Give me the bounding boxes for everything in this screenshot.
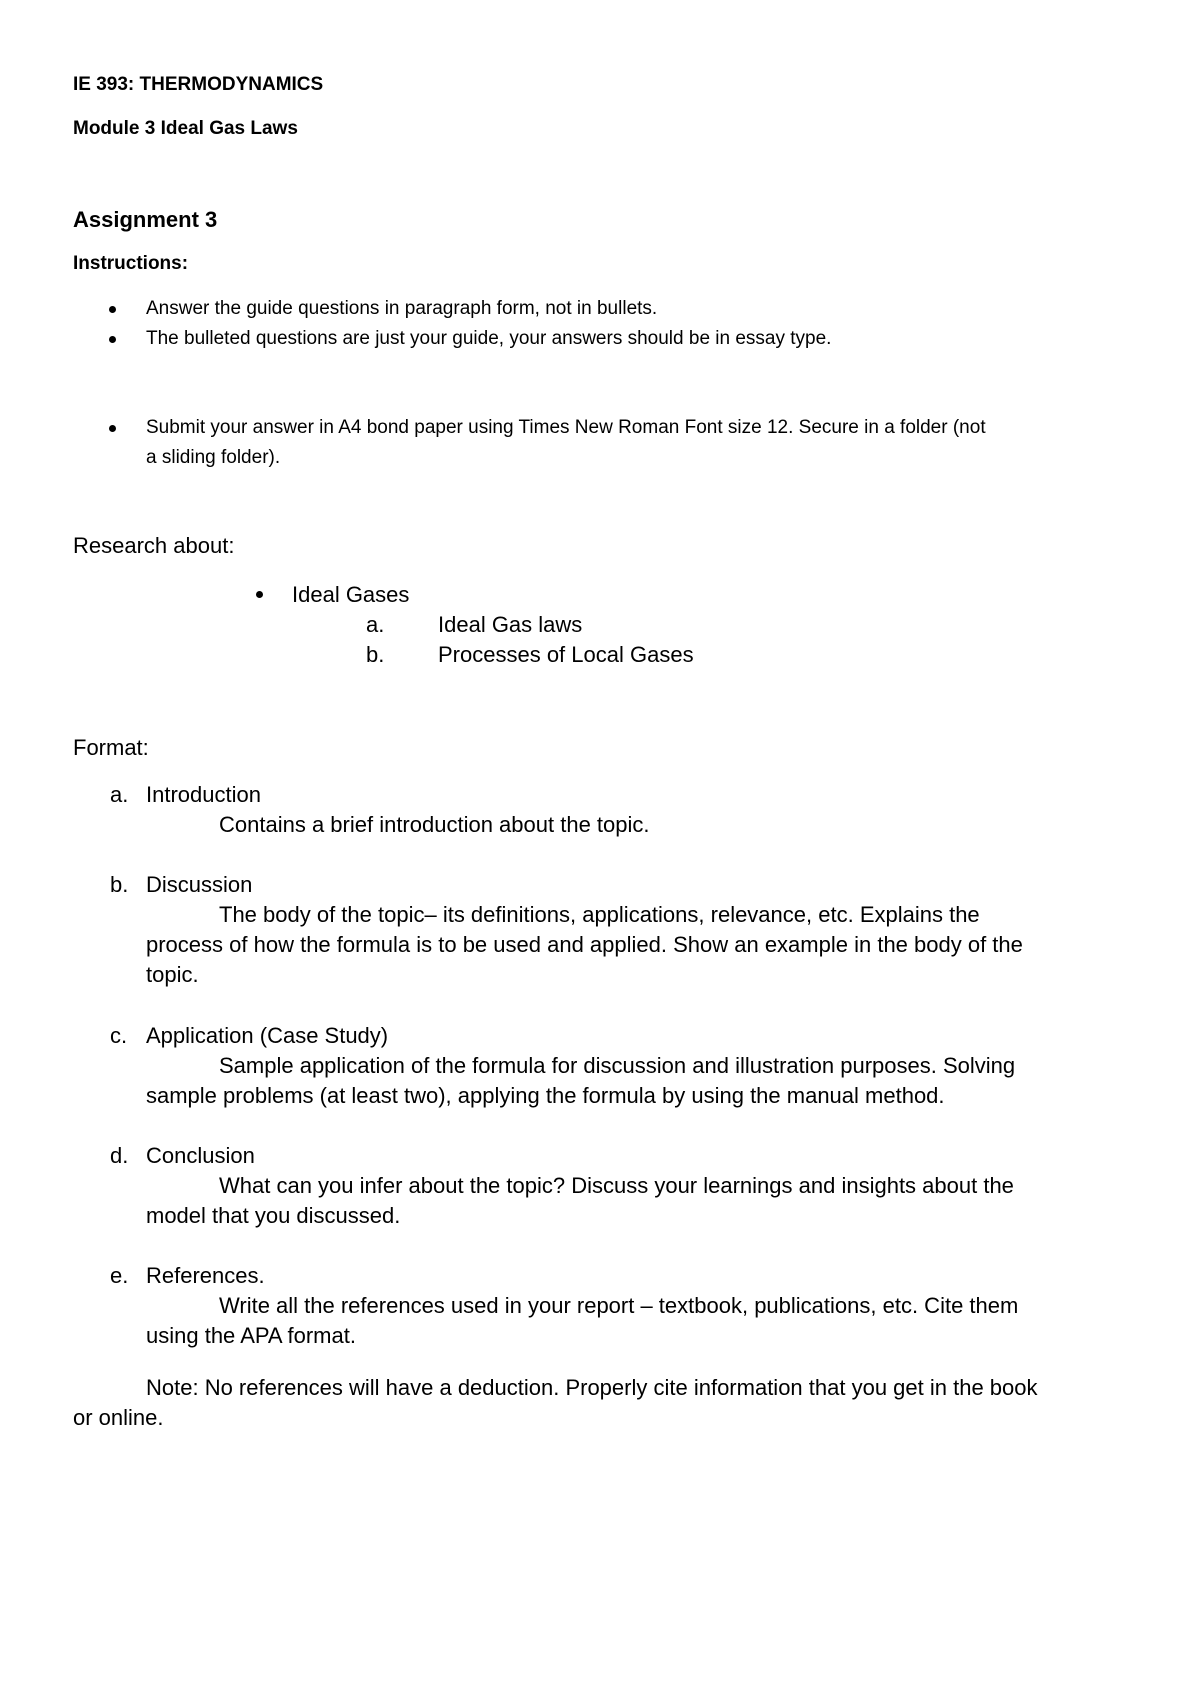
research-label: Research about: (73, 533, 235, 558)
research-topic: Ideal Gases (292, 582, 410, 607)
format-item-text: process of how the formula is to be used and applied. Show an example in the body of the (146, 932, 1023, 957)
format-item-text: Write all the references used in your report – textbook, publications, etc. Cite them (219, 1293, 1019, 1318)
instruction-bullet-1: Answer the guide questions in paragraph form, not in bullets. (146, 298, 658, 319)
instruction-bullet-2: The bulleted questions are just your guide, your answers should be in essay type. (146, 328, 832, 349)
bullet-icon (109, 336, 116, 343)
format-item-marker: d. (110, 1143, 129, 1168)
format-item-text: topic. (146, 962, 199, 987)
format-item-text: Sample application of the formula for discussion and illustration purposes. Solving (219, 1053, 1016, 1078)
research-sub-item: Processes of Local Gases (438, 642, 694, 667)
research-sub-marker: a. (366, 612, 385, 637)
research-sub-marker: b. (366, 642, 385, 667)
format-item-title: References. (146, 1263, 265, 1288)
format-item-text: Contains a brief introduction about the topic. (219, 812, 650, 837)
course-title: IE 393: THERMODYNAMICS (73, 74, 324, 95)
format-item-title: Discussion (146, 872, 253, 897)
instructions-label: Instructions: (73, 253, 189, 274)
bullet-icon (109, 425, 116, 432)
format-item-title: Conclusion (146, 1143, 255, 1168)
format-item-title: Application (Case Study) (146, 1023, 389, 1048)
note-text-cont: or online. (73, 1405, 164, 1430)
format-item-text: model that you discussed. (146, 1203, 401, 1228)
note-text: Note: No references will have a deduction. Properly cite information that you get in the book (146, 1375, 1038, 1400)
format-item-text: sample problems (at least two), applying the formula by using the manual method. (146, 1083, 945, 1108)
format-item-title: Introduction (146, 782, 261, 807)
instruction-bullet-3: Submit your answer in A4 bond paper using Times New Roman Font size 12. Secure in a folder (not (146, 417, 986, 438)
format-item-text: The body of the topic– its definitions, applications, relevance, etc. Explains the (219, 902, 980, 927)
format-item-marker: e. (110, 1263, 129, 1288)
research-sub-item: Ideal Gas laws (438, 612, 583, 637)
assignment-title: Assignment 3 (73, 207, 218, 232)
format-item-marker: c. (110, 1023, 128, 1048)
bullet-icon (256, 591, 263, 598)
instruction-bullet-3-cont: a sliding folder). (146, 447, 281, 468)
format-item-text: using the APA format. (146, 1323, 356, 1348)
bullet-icon (109, 306, 116, 313)
module-title: Module 3 Ideal Gas Laws (73, 118, 298, 139)
format-item-text: What can you infer about the topic? Discuss your learnings and insights about the (219, 1173, 1014, 1198)
format-label: Format: (73, 735, 149, 760)
format-item-marker: b. (110, 872, 129, 897)
format-item-marker: a. (110, 782, 129, 807)
